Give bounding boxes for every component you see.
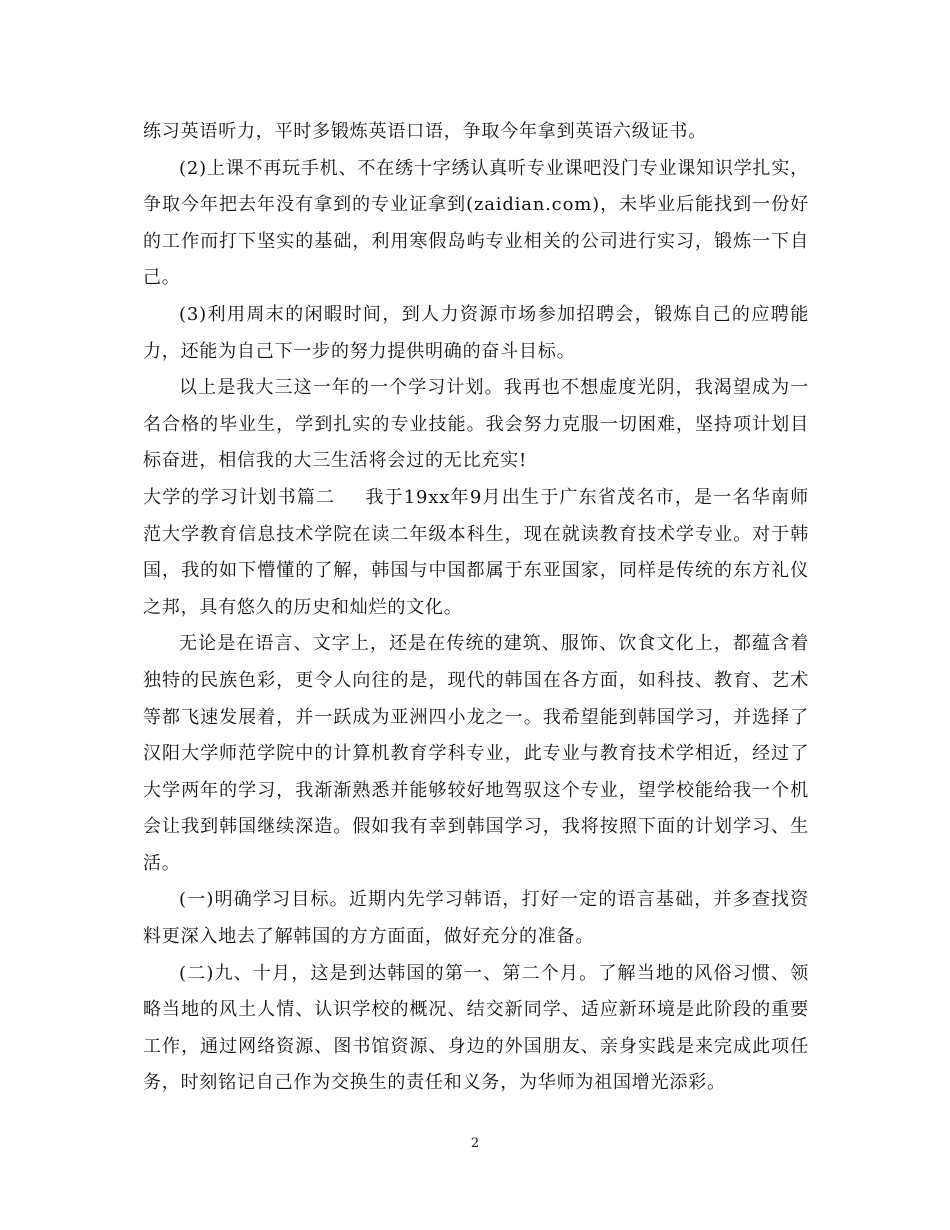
section-heading: 大学的学习计划书篇二: [143, 486, 336, 508]
document-body: [143, 114, 809, 1102]
page-number: 2: [470, 1136, 480, 1151]
paragraph-plan-2: (2)上课不再玩手机、不在绣十字绣认真听专业课吧没门专业课知识学扎实，争取今年把去年没有拿到的专业证拿到(zaidian.com)，未毕业后能找到一份好的工作而打下坚实的基础，利用寒假岛屿专业相关的公司进行实习，锻炼一下自己。: [143, 157, 809, 289]
paragraph-goal-two: (二)九、十月，这是到达韩国的第一、第二个月。了解当地的风俗习惯、领略当地的风土人情、认识学校的概况、结交新同学、适应新环境是此阶段的重要工作，通过网络资源、图书馆资源、身边的外国朋友、亲身实践是来完成此项任务，时刻铭记自己作为交换生的责任和义务，为华师为祖国增光添彩。: [143, 962, 809, 1094]
section-two-paragraph: [143, 480, 809, 626]
paragraph-plan-3: (3)利用周末的闲暇时间，到人力资源市场参加招聘会，锻炼自己的应聘能力，还能为自己下一步的努力提供明确的奋斗目标。: [143, 303, 809, 362]
paragraph-english-goal: 练习英语听力，平时多锻炼英语口语，争取今年拿到英语六级证书。: [143, 121, 707, 142]
paragraph-summary: 以上是我大三这一年的一个学习计划。我再也不想虚度光阴，我渴望成为一名合格的毕业生，学到扎实的专业技能。我会努力克服一切困难，坚持项计划目标奋进，相信我的大三生活将会过的无比充实!: [143, 377, 809, 472]
paragraph-korea-culture: 无论是在语言、文字上，还是在传统的建筑、服饰、饮食文化上，都蕴含着独特的民族色彩，更令人向往的是，现代的韩国在各方面，如科技、教育、艺术等都飞速发展着，并一跃成为亚洲四小龙之一。我希望能到韩国学习，并选择了汉阳大学师范学院中的计算机教育学科专业，此专业与教育技术学相近，经过了大学两年的学习，我渐渐熟悉并能够较好地驾驭这个专业，望学校能给我一个机会让我到韩国继续深造。假如我有幸到韩国学习，我将按照下面的计划学习、生活。: [143, 633, 809, 874]
paragraph-goal-one: (一)明确学习目标。近期内先学习韩语，打好一定的语言基础，并多查找资料更深入地去了解韩国的方方面面，做好充分的准备。: [143, 889, 809, 948]
section-first-paragraph: 我于19xx年9月出生于广东省茂名市，是一名华南师范大学教育信息技术学院在读二年级本科生，现在就读教育技术学专业。对于韩国，我的如下懵懂的了解，韩国与中国都属于东亚国家，同样是传统的东方礼仪之邦，具有悠久的历史和灿烂的文化。: [143, 486, 809, 618]
